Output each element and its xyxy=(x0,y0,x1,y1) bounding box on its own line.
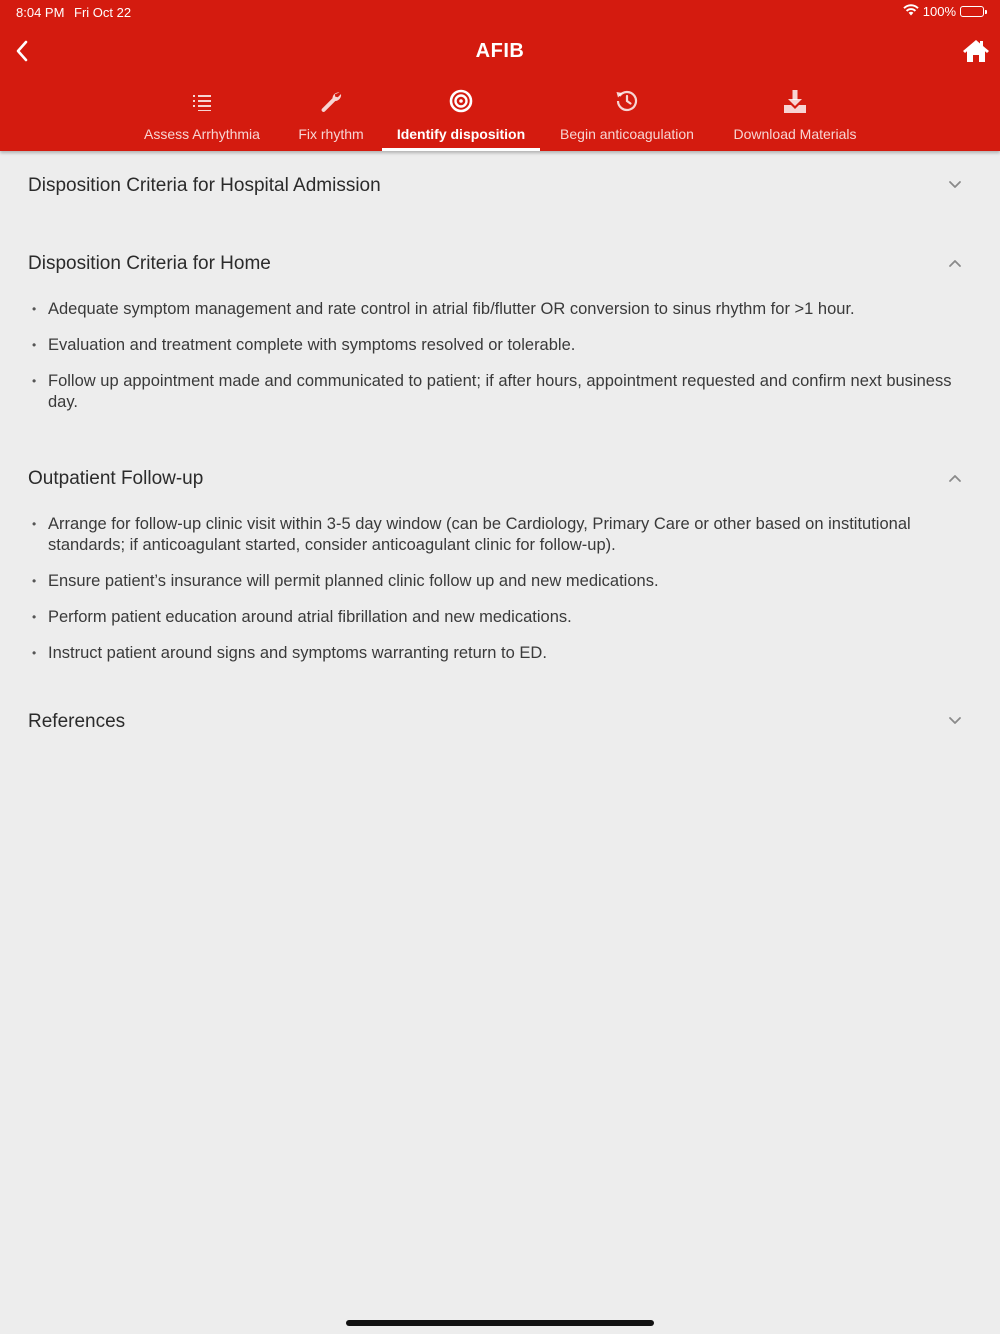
list-item: • Instruct patient around signs and symptoms warranting return to ED. xyxy=(28,643,968,664)
section-title: Disposition Criteria for Home xyxy=(28,253,271,274)
status-bar xyxy=(0,0,1000,24)
section-title: Outpatient Follow-up xyxy=(28,468,204,489)
list-item: • Adequate symptom management and rate control in atrial fib/flutter OR conversion to sinus rhythm for >1 hour. xyxy=(28,299,968,320)
battery-percent: 100% xyxy=(922,4,956,19)
tab-label: Begin anticoagulation xyxy=(560,126,694,142)
target-icon xyxy=(447,87,475,115)
status-time: 8:04 PM xyxy=(16,5,65,20)
section-header-references[interactable] xyxy=(28,707,972,737)
section-header-hospital-admission[interactable] xyxy=(28,171,972,201)
tab-identify-disposition[interactable] xyxy=(382,84,540,151)
home-indicator[interactable] xyxy=(346,1320,654,1326)
section-title: Disposition Criteria for Hospital Admission xyxy=(28,175,381,196)
app-header xyxy=(0,0,1000,151)
battery-icon xyxy=(960,6,984,17)
chevron-up-icon xyxy=(948,473,962,483)
chevron-down-icon xyxy=(948,716,962,726)
chevron-up-icon xyxy=(948,258,962,268)
outpatient-follow-up-list xyxy=(28,514,968,679)
list-item: • Evaluation and treatment complete with symptoms resolved or tolerable. xyxy=(28,335,968,356)
list-icon xyxy=(190,87,214,115)
section-header-home[interactable] xyxy=(28,249,972,279)
wifi-icon xyxy=(903,4,919,19)
list-item: • Arrange for follow-up clinic visit within 3-5 day window (can be Cardiology, Primary Care or other based on institutional standards; if anticoagulant started, consider anticoagulant clinic for follow-up). xyxy=(28,514,968,555)
tab-label: Assess Arrhythmia xyxy=(144,126,260,142)
chevron-down-icon xyxy=(948,180,962,190)
section-title: References xyxy=(28,711,126,732)
tab-label: Fix rhythm xyxy=(298,126,364,142)
tab-download-materials[interactable] xyxy=(718,84,872,151)
status-indicators xyxy=(903,4,984,19)
history-clock-icon xyxy=(613,87,641,115)
list-item: • Ensure patient’s insurance will permit planned clinic follow up and new medications. xyxy=(28,571,968,592)
home-button[interactable] xyxy=(962,38,990,64)
tab-label: Identify disposition xyxy=(396,126,526,142)
status-date: Fri Oct 22 xyxy=(74,5,132,20)
section-header-outpatient-follow-up[interactable] xyxy=(28,464,972,494)
tab-fix-rhythm[interactable] xyxy=(286,84,376,151)
tab-assess-arrhythmia[interactable] xyxy=(124,84,280,151)
page-title: AFIB xyxy=(475,40,525,62)
list-item: • Perform patient education around atrial fibrillation and new medications. xyxy=(28,607,968,628)
tab-begin-anticoagulation[interactable] xyxy=(548,84,706,151)
list-item: • Follow up appointment made and communicated to patient; if after hours, appointment requested and confirm next business day. xyxy=(28,371,968,412)
wrench-icon xyxy=(317,87,345,115)
tab-label: Download Materials xyxy=(733,126,857,142)
home-criteria-list xyxy=(28,299,968,428)
download-icon xyxy=(781,87,809,115)
home-icon xyxy=(962,38,990,64)
tab-bar xyxy=(0,84,1000,151)
